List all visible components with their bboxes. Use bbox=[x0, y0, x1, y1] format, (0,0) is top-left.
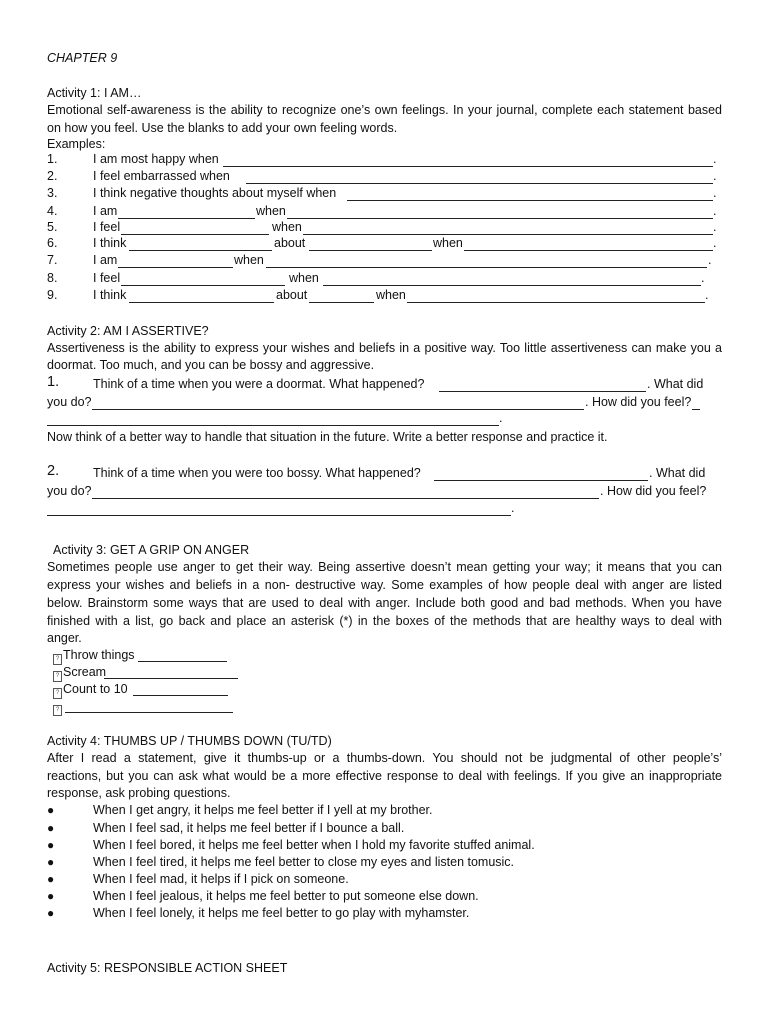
activity-3-paragraph-line-4: finished with a list, go back and place an asterisk (*) in the boxes of the methods that are healthy ways to deal with bbox=[47, 614, 722, 628]
item-number: 4. bbox=[47, 204, 58, 218]
answer-blank[interactable] bbox=[118, 267, 233, 268]
anger-method-blank[interactable] bbox=[133, 695, 228, 696]
bullet-icon: ● bbox=[47, 855, 55, 869]
anger-method-item bbox=[53, 648, 135, 665]
activity-2-title: Activity 2: AM I ASSERTIVE? bbox=[47, 324, 209, 338]
chapter-title: CHAPTER 9 bbox=[47, 51, 118, 65]
activity-1-examples-label: Examples: bbox=[47, 137, 106, 151]
checkbox-icon[interactable]: ? bbox=[53, 688, 62, 699]
question-1-you-do: you do? bbox=[47, 395, 92, 409]
question-1-text: Think of a time when you were a doormat. What happened? bbox=[93, 377, 425, 391]
answer-blank[interactable] bbox=[303, 234, 713, 235]
bullet-icon: ● bbox=[47, 906, 55, 920]
question-2-how-feel: . How did you feel? bbox=[600, 484, 707, 498]
item-prompt: I think bbox=[93, 288, 127, 302]
answer-blank[interactable] bbox=[118, 218, 255, 219]
item-when: when bbox=[272, 220, 302, 234]
question-1-better-response: Now think of a better way to handle that situation in the future. Write a better response and practice it. bbox=[47, 430, 608, 444]
statement-item: When I feel jealous, it helps me feel better to put someone else down. bbox=[93, 889, 479, 903]
activity-3-title: Activity 3: GET A GRIP ON ANGER bbox=[53, 543, 250, 557]
activity-4-paragraph-line-2: reactions, but you can ask what would be a more effective response to deal with feelings. If you give an inappropriate bbox=[47, 769, 722, 783]
item-number: 5. bbox=[47, 220, 58, 234]
end-period: . bbox=[708, 253, 712, 267]
item-number: 3. bbox=[47, 186, 58, 200]
item-number: 2. bbox=[47, 169, 58, 183]
item-prompt: I feel bbox=[93, 271, 121, 285]
checkbox-icon[interactable]: ? bbox=[53, 654, 62, 665]
question-1-happened-blank[interactable] bbox=[439, 391, 646, 392]
statement-item: When I feel bored, it helps me feel better when I hold my favorite stuffed animal. bbox=[93, 838, 535, 852]
activity-4-paragraph-line-3: response, ask probing questions. bbox=[47, 786, 231, 800]
item-prompt: I am bbox=[93, 253, 118, 267]
end-period: . bbox=[713, 152, 717, 166]
answer-blank[interactable] bbox=[464, 250, 713, 251]
checkbox-icon[interactable]: ? bbox=[53, 671, 62, 682]
bullet-icon: ● bbox=[47, 889, 55, 903]
activity-3-paragraph-line-1: Sometimes people use anger to get their way. Being assertive doesn’t mean getting your way; it means that you can bbox=[47, 560, 722, 574]
answer-blank[interactable] bbox=[129, 302, 274, 303]
question-2-happened-blank[interactable] bbox=[434, 480, 648, 481]
question-1-feel-blank[interactable] bbox=[47, 425, 499, 426]
activity-4-paragraph-line-1: After I read a statement, give it thumbs-up or a thumbs-down. You should not be judgmental of other people’s’ bbox=[47, 751, 722, 765]
activity-3-paragraph-line-3: below. Brainstorm some ways that are used to deal with anger. Include both good and bad methods. When you have bbox=[47, 596, 722, 610]
activity-2-intro-line-1: Assertiveness is the ability to express your wishes and beliefs in a positive way. Too little assertiveness can make you a bbox=[47, 341, 722, 355]
question-2-text: Think of a time when you were too bossy. What happened? bbox=[93, 466, 421, 480]
anger-method-blank[interactable] bbox=[65, 712, 233, 713]
item-prompt: I think negative thoughts about myself when bbox=[93, 186, 337, 200]
activity-3-paragraph-line-2: express your wishes and beliefs in a non- destructive way. Some examples of how people deal with anger are listed bbox=[47, 578, 722, 592]
item-prompt: I feel bbox=[93, 220, 121, 234]
answer-blank[interactable] bbox=[407, 302, 705, 303]
statement-item: When I feel tired, it helps me feel better to close my eyes and listen tomusic. bbox=[93, 855, 515, 869]
question-1-feel-blank-short[interactable] bbox=[692, 409, 700, 410]
item-when: when bbox=[234, 253, 264, 267]
item-about: about bbox=[276, 288, 308, 302]
anger-method-item bbox=[53, 682, 128, 699]
activity-1-intro-line-2: on how you feel. Use the blanks to add your own feeling words. bbox=[47, 121, 398, 135]
answer-blank[interactable] bbox=[266, 267, 707, 268]
question-2-number: 2. bbox=[47, 463, 60, 479]
anger-method-label: Throw things bbox=[63, 648, 135, 662]
answer-blank[interactable] bbox=[246, 183, 713, 184]
activity-1-intro-line-1: Emotional self-awareness is the ability to recognize one’s own feelings. In your journal, complete each statement based bbox=[47, 103, 722, 117]
statement-item: When I feel mad, it helps if I pick on someone. bbox=[93, 872, 349, 886]
end-period: . bbox=[705, 288, 709, 302]
anger-method-item bbox=[53, 699, 63, 716]
question-2-what-did: . What did bbox=[649, 466, 706, 480]
end-period: . bbox=[511, 501, 515, 515]
question-2-you-do-blank[interactable] bbox=[92, 498, 599, 499]
item-number: 9. bbox=[47, 288, 58, 302]
item-prompt: I feel embarrassed when bbox=[93, 169, 230, 183]
bullet-icon: ● bbox=[47, 872, 55, 886]
item-prompt: I am bbox=[93, 204, 118, 218]
end-period: . bbox=[713, 186, 717, 200]
statement-item: When I feel sad, it helps me feel better if I bounce a ball. bbox=[93, 821, 405, 835]
end-period: . bbox=[713, 204, 717, 218]
item-when: when bbox=[433, 236, 463, 250]
answer-blank[interactable] bbox=[309, 250, 432, 251]
end-period: . bbox=[713, 236, 717, 250]
question-1-how-feel: . How did you feel? bbox=[585, 395, 692, 409]
end-period: . bbox=[499, 411, 503, 425]
activity-3-paragraph-line-5: anger. bbox=[47, 631, 82, 645]
question-2-you-do: you do? bbox=[47, 484, 92, 498]
end-period: . bbox=[701, 271, 705, 285]
activity-2-intro-line-2: doormat. Too much, and you can be bossy and aggressive. bbox=[47, 358, 375, 372]
end-period: . bbox=[713, 169, 717, 183]
item-number: 7. bbox=[47, 253, 58, 267]
bullet-icon: ● bbox=[47, 838, 55, 852]
anger-method-label: Count to 10 bbox=[63, 682, 128, 696]
anger-method-item bbox=[53, 665, 106, 682]
end-period: . bbox=[713, 220, 717, 234]
answer-blank[interactable] bbox=[121, 285, 285, 286]
question-1-number: 1. bbox=[47, 374, 60, 390]
item-number: 1. bbox=[47, 152, 58, 166]
anger-method-label: Scream bbox=[63, 665, 107, 679]
bullet-icon: ● bbox=[47, 821, 55, 835]
activity-1-title: Activity 1: I AM… bbox=[47, 86, 142, 100]
answer-blank[interactable] bbox=[323, 285, 701, 286]
anger-method-blank[interactable] bbox=[138, 661, 227, 662]
answer-blank[interactable] bbox=[121, 234, 269, 235]
statement-item: When I get angry, it helps me feel better if I yell at my brother. bbox=[93, 803, 433, 817]
activity-5-title: Activity 5: RESPONSIBLE ACTION SHEET bbox=[47, 961, 288, 975]
question-1-you-do-blank[interactable] bbox=[92, 409, 584, 410]
checkbox-icon[interactable]: ? bbox=[53, 705, 62, 716]
answer-blank[interactable] bbox=[287, 218, 713, 219]
item-when: when bbox=[376, 288, 406, 302]
item-prompt: I am most happy when bbox=[93, 152, 219, 166]
statement-item: When I feel lonely, it helps me feel better to go play with myhamster. bbox=[93, 906, 470, 920]
item-number: 6. bbox=[47, 236, 58, 250]
answer-blank[interactable] bbox=[347, 200, 713, 201]
activity-4-title: Activity 4: THUMBS UP / THUMBS DOWN (TU/TD) bbox=[47, 734, 332, 748]
item-about: about bbox=[274, 236, 306, 250]
anger-method-blank[interactable] bbox=[104, 678, 238, 679]
item-when: when bbox=[289, 271, 319, 285]
item-prompt: I think bbox=[93, 236, 127, 250]
answer-blank[interactable] bbox=[129, 250, 272, 251]
answer-blank[interactable] bbox=[309, 302, 374, 303]
bullet-icon: ● bbox=[47, 803, 55, 817]
question-1-what-did: . What did bbox=[647, 377, 704, 391]
item-number: 8. bbox=[47, 271, 58, 285]
question-2-feel-blank[interactable] bbox=[47, 515, 511, 516]
answer-blank[interactable] bbox=[223, 166, 713, 167]
item-when: when bbox=[256, 204, 286, 218]
